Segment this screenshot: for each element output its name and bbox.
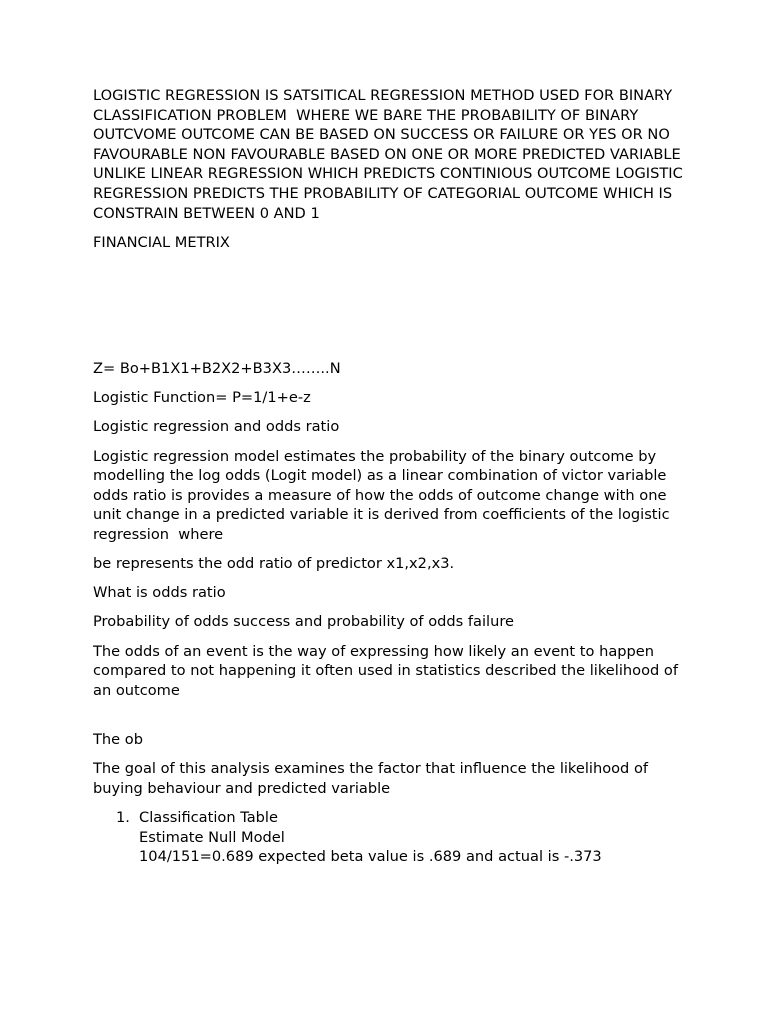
equation-z: Z= Bo+B1X1+B2X2+B3X3……..N <box>93 359 341 377</box>
logistic-function: Logistic Function= P=1/1+e-z <box>93 389 311 407</box>
odds-heading: Logistic regression and odds ratio <box>93 418 340 436</box>
financial-heading: FINANCIAL METRIX <box>93 233 230 251</box>
numbered-list <box>93 808 683 867</box>
list-item-line2: Estimate Null Model <box>139 828 285 846</box>
list-item <box>93 808 683 867</box>
blank-space-2 <box>93 710 683 730</box>
goal-paragraph: The goal of this analysis examines the factor that influence the likelihood of buying behaviour and predicted variable <box>93 760 653 797</box>
odds-paragraph: Logistic regression model estimates the probability of the binary outcome by modelling the log odds (Logit model) as a linear combination of victor variable odds ratio is provides a measure of how the odds of outcome change with one unit change in a predicted variable it is derived from coefficients of the logistic regression where <box>93 447 675 543</box>
odds-ratio-line: be represents the odd ratio of predictor x1,x2,x3. <box>93 555 455 573</box>
blank-space <box>93 262 683 359</box>
intro-paragraph: LOGISTIC REGRESSION IS SATSITICAL REGRESSION METHOD USED FOR BINARY CLASSIFICATION PROBLEM WHERE WE BARE THE PROBABILITY OF BINARY OUTCVOME OUTCOME CAN BE BASED ON SUCCESS OR FAILURE OR YES OR NO FAVOURABLE NON FAVOURABLE BASED ON ONE OR MORE PREDICTED VARIABLE UNLIKE LINEAR REGRESSION WHICH PREDICTS CONTINIOUS OUTCOME LOGISTIC REGRESSION PREDICTS THE PROBABILITY OF CATEGORIAL OUTCOME WHICH IS CONSTRAIN BETWEEN 0 AND 1 <box>93 87 688 222</box>
list-number: 1. <box>116 808 130 826</box>
prob-odds: Probability of odds success and probability of odds failure <box>93 613 515 631</box>
what-is-odds: What is odds ratio <box>93 584 226 602</box>
the-ob: The ob <box>93 731 143 748</box>
odds-event-paragraph: The odds of an event is the way of expressing how likely an event to happen compared to not happening it often used in statistics described the likelihood of an outcome <box>93 642 683 699</box>
list-item-line3: 104/151=0.689 expected beta value is .689 and actual is -.373 <box>139 848 602 866</box>
document-page <box>93 86 688 867</box>
list-item-title: Classification Table <box>139 808 278 826</box>
